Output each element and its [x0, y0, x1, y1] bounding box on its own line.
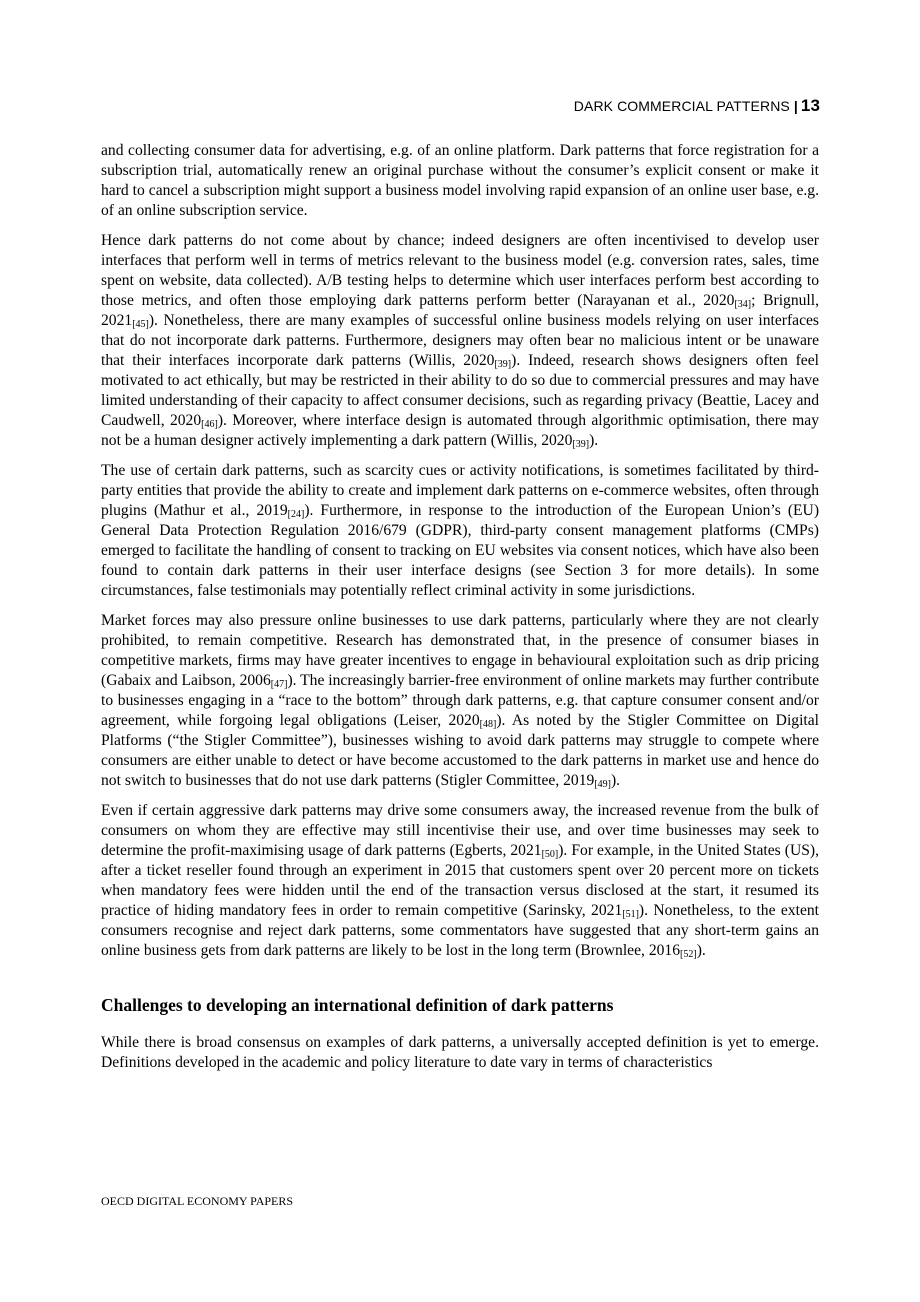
- paragraph-text: Hence dark patterns do not come about by chance; indeed designers are often incentivised to develop user interfaces that perform well in terms of metrics relevant to the business model (e.g. conversion rates, sales, time spent on website, data collected). A/B testing helps to determine which user interfaces perform best according to those metrics, and often those employing dark patterns perform better (Narayanan et al., 2020: [101, 232, 819, 309]
- paragraph-4: [101, 611, 819, 791]
- paragraph-text: and collecting consumer data for advertising, e.g. of an online platform. Dark patterns that force registration for a subscription trial, automatically renew an original purchase without the consumer’s explicit consent or make it hard to cancel a subscription might support a business model involving rapid expansion of an online user base, e.g. of an online subscription service.: [101, 142, 819, 219]
- citation-ref: [46]: [201, 419, 218, 430]
- paragraph-text: Market forces may also pressure online businesses to use dark patterns, particularly where they are not clearly prohibited, to remain competitive. Research has demonstrated that, in the presence of consumer biases in competitive markets, firms may have greater incentives to engage in behavioural exploitation such as drip pricing (Gabaix and Laibson, 2006: [101, 612, 819, 689]
- paragraph-1: [101, 141, 819, 221]
- paragraph-text: ). Moreover, where interface design is automated through algorithmic optimisation, there may not be a human designer actively implementing a dark pattern (Willis, 2020: [101, 412, 819, 449]
- paragraph-text: ). Nonetheless, there are many examples of successful online business models relying on user interfaces that do not incorporate dark patterns. Furthermore, designers may often bear no malicious intent or be unaware that their interfaces incorporate dark patterns (Willis, 2020: [101, 312, 819, 369]
- header-separator: |: [793, 98, 798, 114]
- citation-ref: [45]: [132, 319, 149, 330]
- citation-ref: [51]: [622, 909, 639, 920]
- paragraph-text: Even if certain aggressive dark patterns may drive some consumers away, the increased revenue from the bulk of consumers on whom they are effective may still incentivise their use, and over time businesses may seek to determine the profit-maximising usage of dark patterns (Egberts, 2021: [101, 802, 819, 859]
- paragraph-text: The use of certain dark patterns, such as scarcity cues or activity notifications, is sometimes facilitated by third-party entities that provide the ability to create and implement dark patterns on e-commerce websites, often through plugins (Mathur et al., 2019: [101, 462, 819, 519]
- paragraph-6: [101, 1033, 819, 1073]
- paragraph-text: ). The increasingly barrier-free environment of online markets may further contribute to businesses engaging in a “race to the bottom” through dark patterns, e.g. that capture consumer consent and/or agreement, while forgoing legal obligations (Leiser, 2020: [101, 672, 819, 729]
- citation-ref: [47]: [270, 679, 288, 690]
- citation-ref: [48]: [479, 719, 497, 730]
- citation-ref: [39]: [572, 439, 590, 450]
- paragraph-text: ).: [589, 432, 599, 449]
- paragraph-text: ). As noted by the Stigler Committee on Digital Platforms (“the Stigler Committee”), businesses wishing to avoid dark patterns may struggle to compete where consumers are either unable to detect or have become accustomed to the dark patterns in market use and hence do not switch to businesses that do not use dark patterns (Stigler Committee, 2019: [101, 712, 819, 789]
- header-title: DARK COMMERCIAL PATTERNS: [573, 98, 790, 114]
- paragraph-text: ). Nonetheless, to the extent consumers recognise and reject dark patterns, some commentators have suggested that any short-term gains an online business gets from dark patterns are likely to be lost in the long term (Brownlee, 2016: [101, 902, 819, 959]
- paragraph-text: While there is broad consensus on examples of dark patterns, a universally accepted definition is yet to emerge. Definitions developed in the academic and policy literature to date vary in terms of characteristics: [101, 1034, 819, 1071]
- citation-ref: [24]: [287, 509, 305, 520]
- citation-ref: [34]: [734, 299, 752, 310]
- running-header: [574, 96, 820, 116]
- page-number: 13: [800, 96, 820, 115]
- section-heading: Challenges to developing an international definition of dark patterns: [101, 995, 614, 1015]
- citation-ref: [52]: [680, 949, 697, 960]
- paragraph-text: ; Brignull, 2021: [101, 292, 819, 329]
- citation-ref: [50]: [541, 849, 559, 860]
- paragraph-text: ).: [610, 772, 621, 789]
- paragraph-2: [101, 231, 819, 451]
- paragraph-5: [101, 801, 819, 961]
- paragraph-text: ).: [696, 942, 706, 959]
- paragraph-text: ). Indeed, research shows designers often feel motivated to act ethically, but may be restricted in their ability to do so due to commercial pressures and may have limited understanding of their capacity to affect consumer decisions, such as regarding privacy (Beattie, Lacey and Caudwell, 2020: [101, 352, 819, 429]
- paragraph-text: ). Furthermore, in response to the introduction of the European Union’s (EU) General Data Protection Regulation 2016/679 (GDPR), third-party consent management platforms (CMPs) emerged to facilitate the handling of consent to tracking on EU websites via consent notices, which have also been found to contain dark patterns in their user interface designs (see Section 3 for more details). In some circumstances, false testimonials may potentially reflect criminal activity in some jurisdictions.: [101, 502, 820, 599]
- paragraph-text: ). For example, in the United States (US), after a ticket reseller found through an experiment in 2015 that customers spent over 20 percent more on tickets when mandatory fees were hidden until the end of the transaction versus disclosed at the start, it resumed its practice of hiding mandatory fees in order to remain competitive (Sarinsky, 2021: [101, 842, 819, 919]
- citation-ref: [49]: [594, 779, 611, 790]
- paragraph-3: [101, 461, 819, 601]
- body-text: [101, 141, 819, 1083]
- citation-ref: [39]: [494, 359, 512, 370]
- page-footer: OECD DIGITAL ECONOMY PAPERS: [101, 1194, 294, 1208]
